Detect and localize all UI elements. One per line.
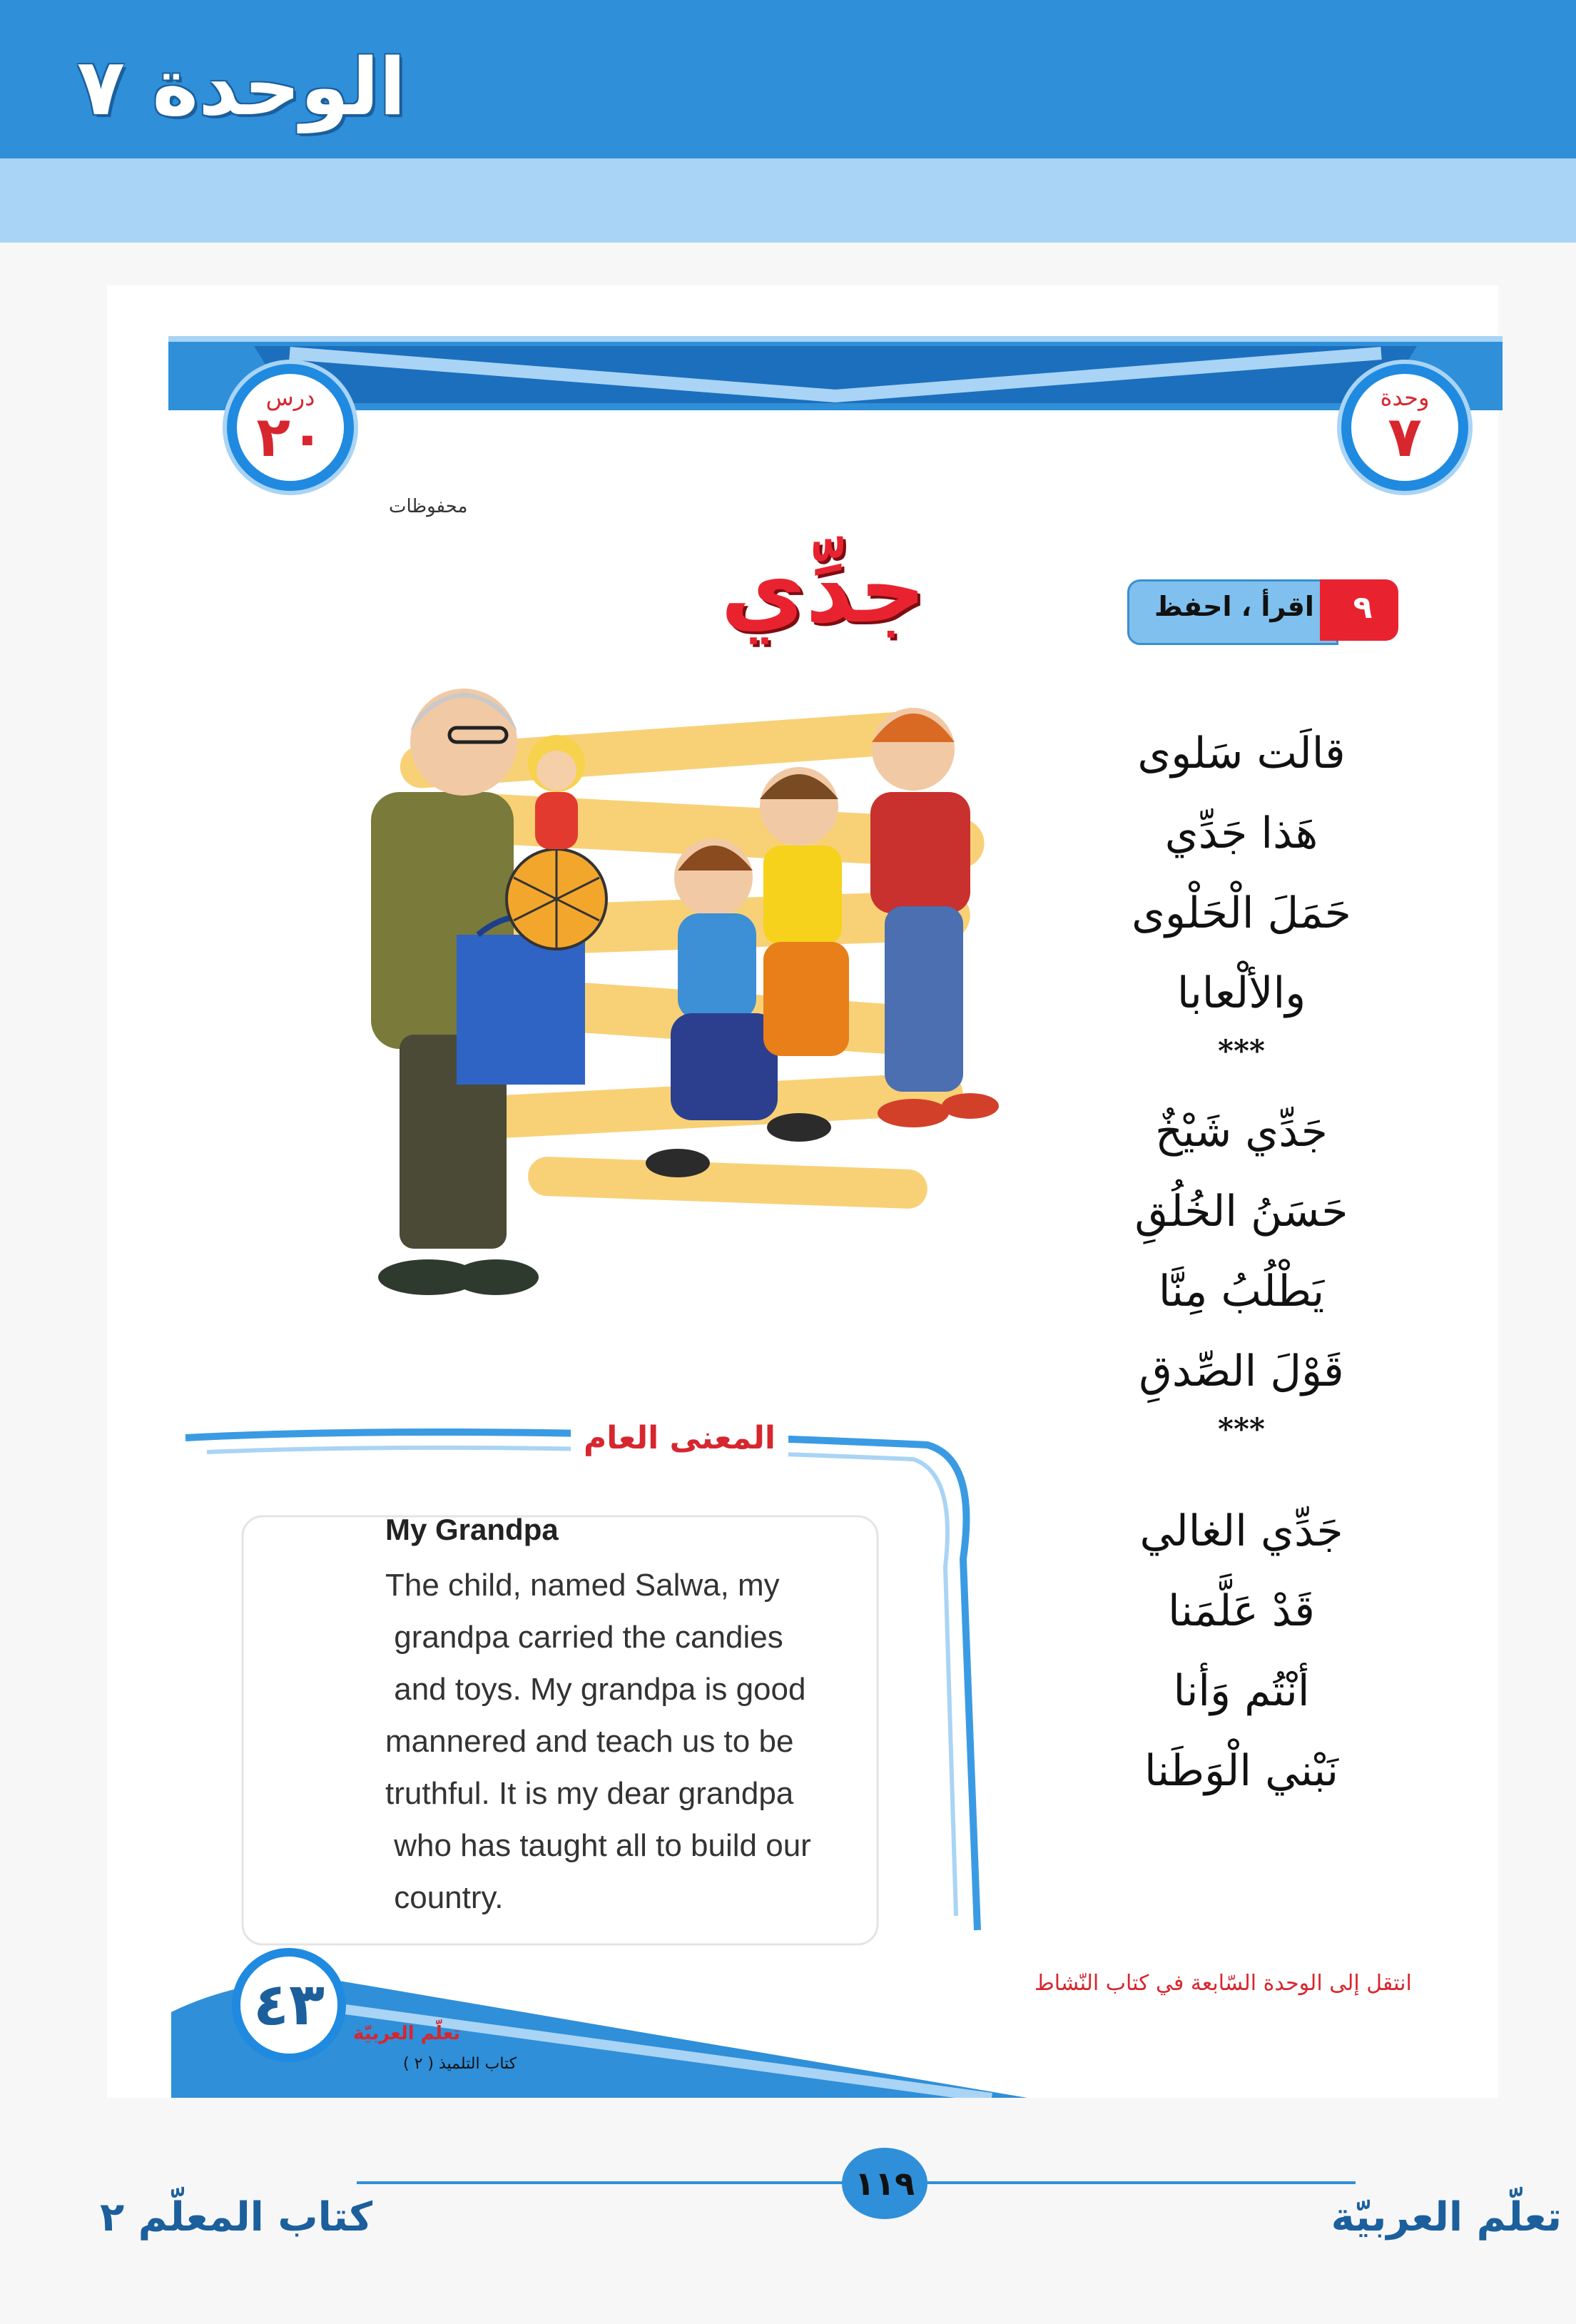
poem-verse: هَذا جَدِّي <box>1164 808 1318 858</box>
meaning-line: mannered and teach us to be <box>385 1724 794 1759</box>
student-page-badge <box>232 1948 346 2062</box>
lesson-badge-label: درس <box>265 384 315 411</box>
meaning-line: grandpa carried the candies <box>385 1620 783 1655</box>
meaning-heading: My Grandpa <box>385 1513 559 1546</box>
header-strip <box>0 158 1576 243</box>
unit-badge-label: وحدة <box>1380 384 1430 411</box>
poem-verse: أنْتُم وَأنا <box>1173 1666 1310 1716</box>
stanza-separator: *** <box>1218 1411 1265 1446</box>
boy-middle <box>760 767 849 1056</box>
unit-title: الوحدة ٧ <box>76 41 406 133</box>
footer-page-badge <box>842 2148 927 2219</box>
poem-stanza-2 <box>1070 1092 1413 1454</box>
meaning-line: and toys. My grandpa is good <box>385 1672 806 1707</box>
poem-verse: نَبْني الْوَطَنا <box>1144 1746 1339 1796</box>
candy-net <box>507 849 606 949</box>
footer-page-number: ١١٩ <box>854 2164 915 2203</box>
student-series-label: تعلّم العربيّة <box>353 2023 461 2044</box>
poem-verse: قَوْلَ الصِّدقِ <box>1139 1346 1344 1396</box>
stanza-separator: *** <box>1218 1033 1265 1068</box>
lesson-badge-number: ٢٠ <box>256 405 325 470</box>
unit-badge-number: ٧ <box>1388 405 1422 470</box>
poem-verse: قَدْ عَلَّمَنا <box>1168 1586 1315 1636</box>
footer-series-title: تعلّم العربيّة <box>1331 2194 1562 2241</box>
poem-stanza-1 <box>1070 714 1413 1076</box>
activity-note: انتقل إلى الوحدة السّابعة في كتاب النّشاط <box>1034 1971 1412 1996</box>
student-page-number: ٤٣ <box>253 1971 325 2039</box>
poem-verse: حَسَنُ الخُلُقِ <box>1134 1187 1348 1237</box>
unit-badge <box>1341 364 1468 491</box>
meaning-line: country. <box>385 1880 504 1915</box>
doll <box>528 735 585 849</box>
lesson-badge <box>227 364 354 491</box>
footer-book-title: كتاب المعلّم ٢ <box>100 2194 373 2241</box>
instruction-text: اقرأ ، احفظ <box>1154 591 1314 622</box>
meaning-line: who has taught all to build our <box>385 1828 811 1863</box>
boy-right <box>870 708 999 1127</box>
poem-verse: جَدِّي شَيْخٌ <box>1155 1107 1328 1157</box>
grandpa-children-illustration <box>342 664 1056 1327</box>
poem-verse: حَمَلَ الْحَلْوى <box>1132 888 1351 938</box>
instruction-number: ٩ <box>1353 589 1373 626</box>
instruction-label <box>1127 579 1398 641</box>
poem-verse: قالَت سَلوى <box>1137 729 1346 778</box>
poem-stanza-3 <box>1070 1491 1413 1811</box>
lesson-banner <box>168 325 1503 425</box>
meaning-line: truthful. It is my dear grandpa <box>385 1776 794 1811</box>
poem-verse: والألْعابا <box>1176 968 1306 1018</box>
meaning-body <box>385 1559 927 1924</box>
meaning-line: The child, named Salwa, my <box>385 1568 780 1603</box>
section-tag: محفوظات <box>389 496 468 517</box>
poem-verse: يَطْلُبُ مِنَّا <box>1158 1267 1325 1316</box>
student-book-label: كتاب التلميذ ( ٢ ) <box>403 2055 517 2073</box>
meaning-title: المعنى العام <box>571 1420 788 1456</box>
poem-verse: جَدِّي الغالي <box>1139 1506 1343 1556</box>
poem-title: جدِّي <box>721 535 926 644</box>
